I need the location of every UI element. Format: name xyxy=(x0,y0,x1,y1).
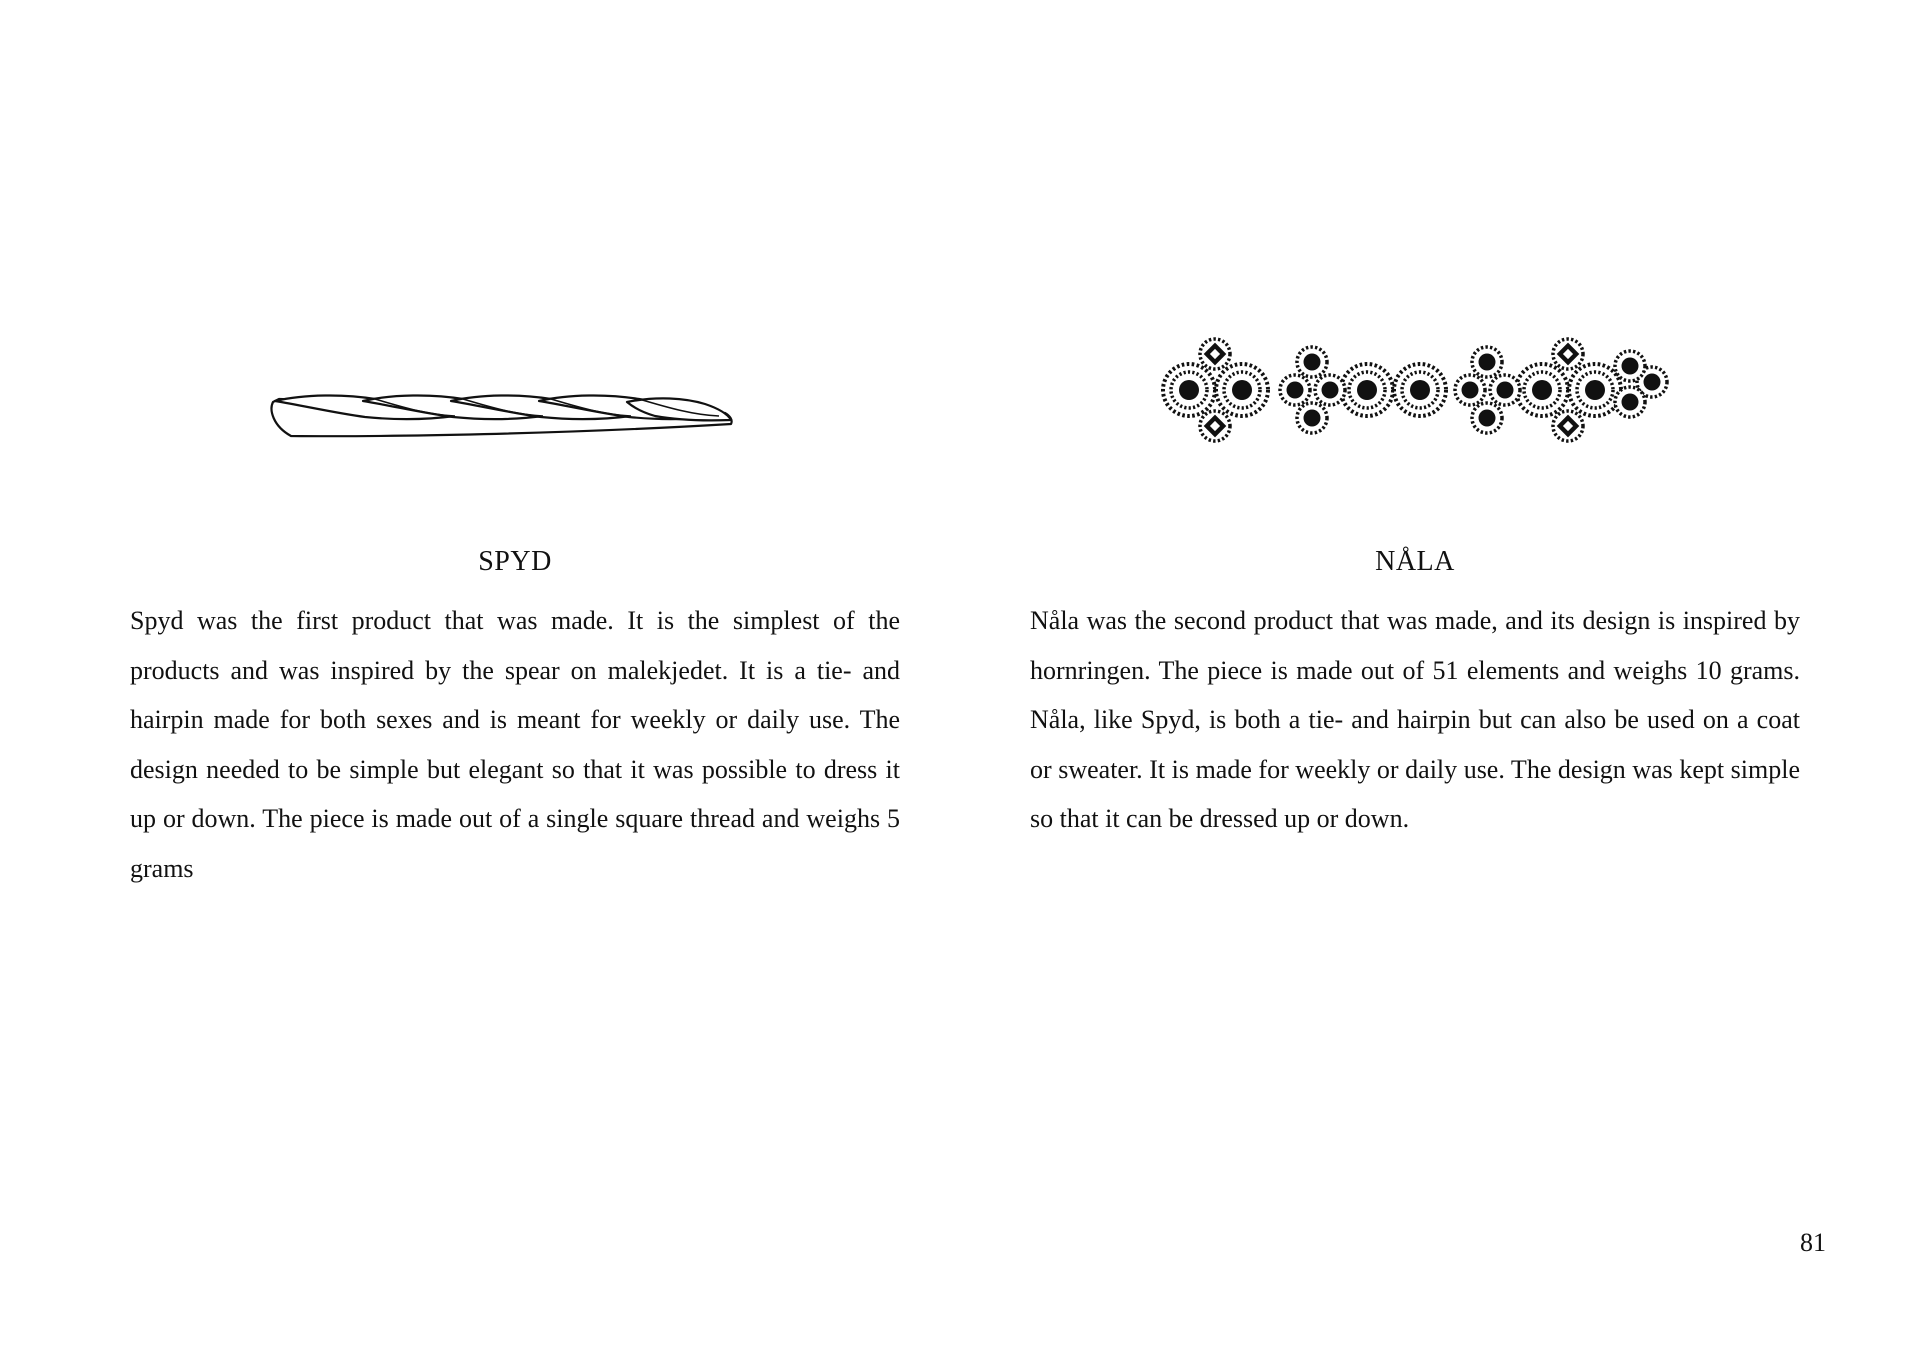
page-number: 81 xyxy=(1800,1228,1826,1257)
nala-title: NÅLA xyxy=(1375,546,1455,577)
nala-description: Nåla was the second product that was made, and its design is inspired by hornringen. The piece is made out of 51 elements and weighs 10 grams. Nåla, like Spyd, is both a tie- and hairpin but can also be used on a coat or sweater. It is made for weekly or daily use. The design was kept simple so that it can be dressed up or down. xyxy=(1030,606,1800,833)
ring-cluster-pin-icon xyxy=(1155,330,1685,450)
twisted-spear-pin-icon xyxy=(265,380,735,450)
spyd-title: SPYD xyxy=(478,546,552,577)
spyd-description: Spyd was the first product that was made. It is the simplest of the products and was inspired by the spear on malekjedet. It is a tie- and hairpin made for both sexes and is meant for weekly or daily use. The design needed to be simple but elegant so that it was possible to dress it up or down. The piece is made out of a single square thread and weighs 5 grams xyxy=(130,606,900,883)
